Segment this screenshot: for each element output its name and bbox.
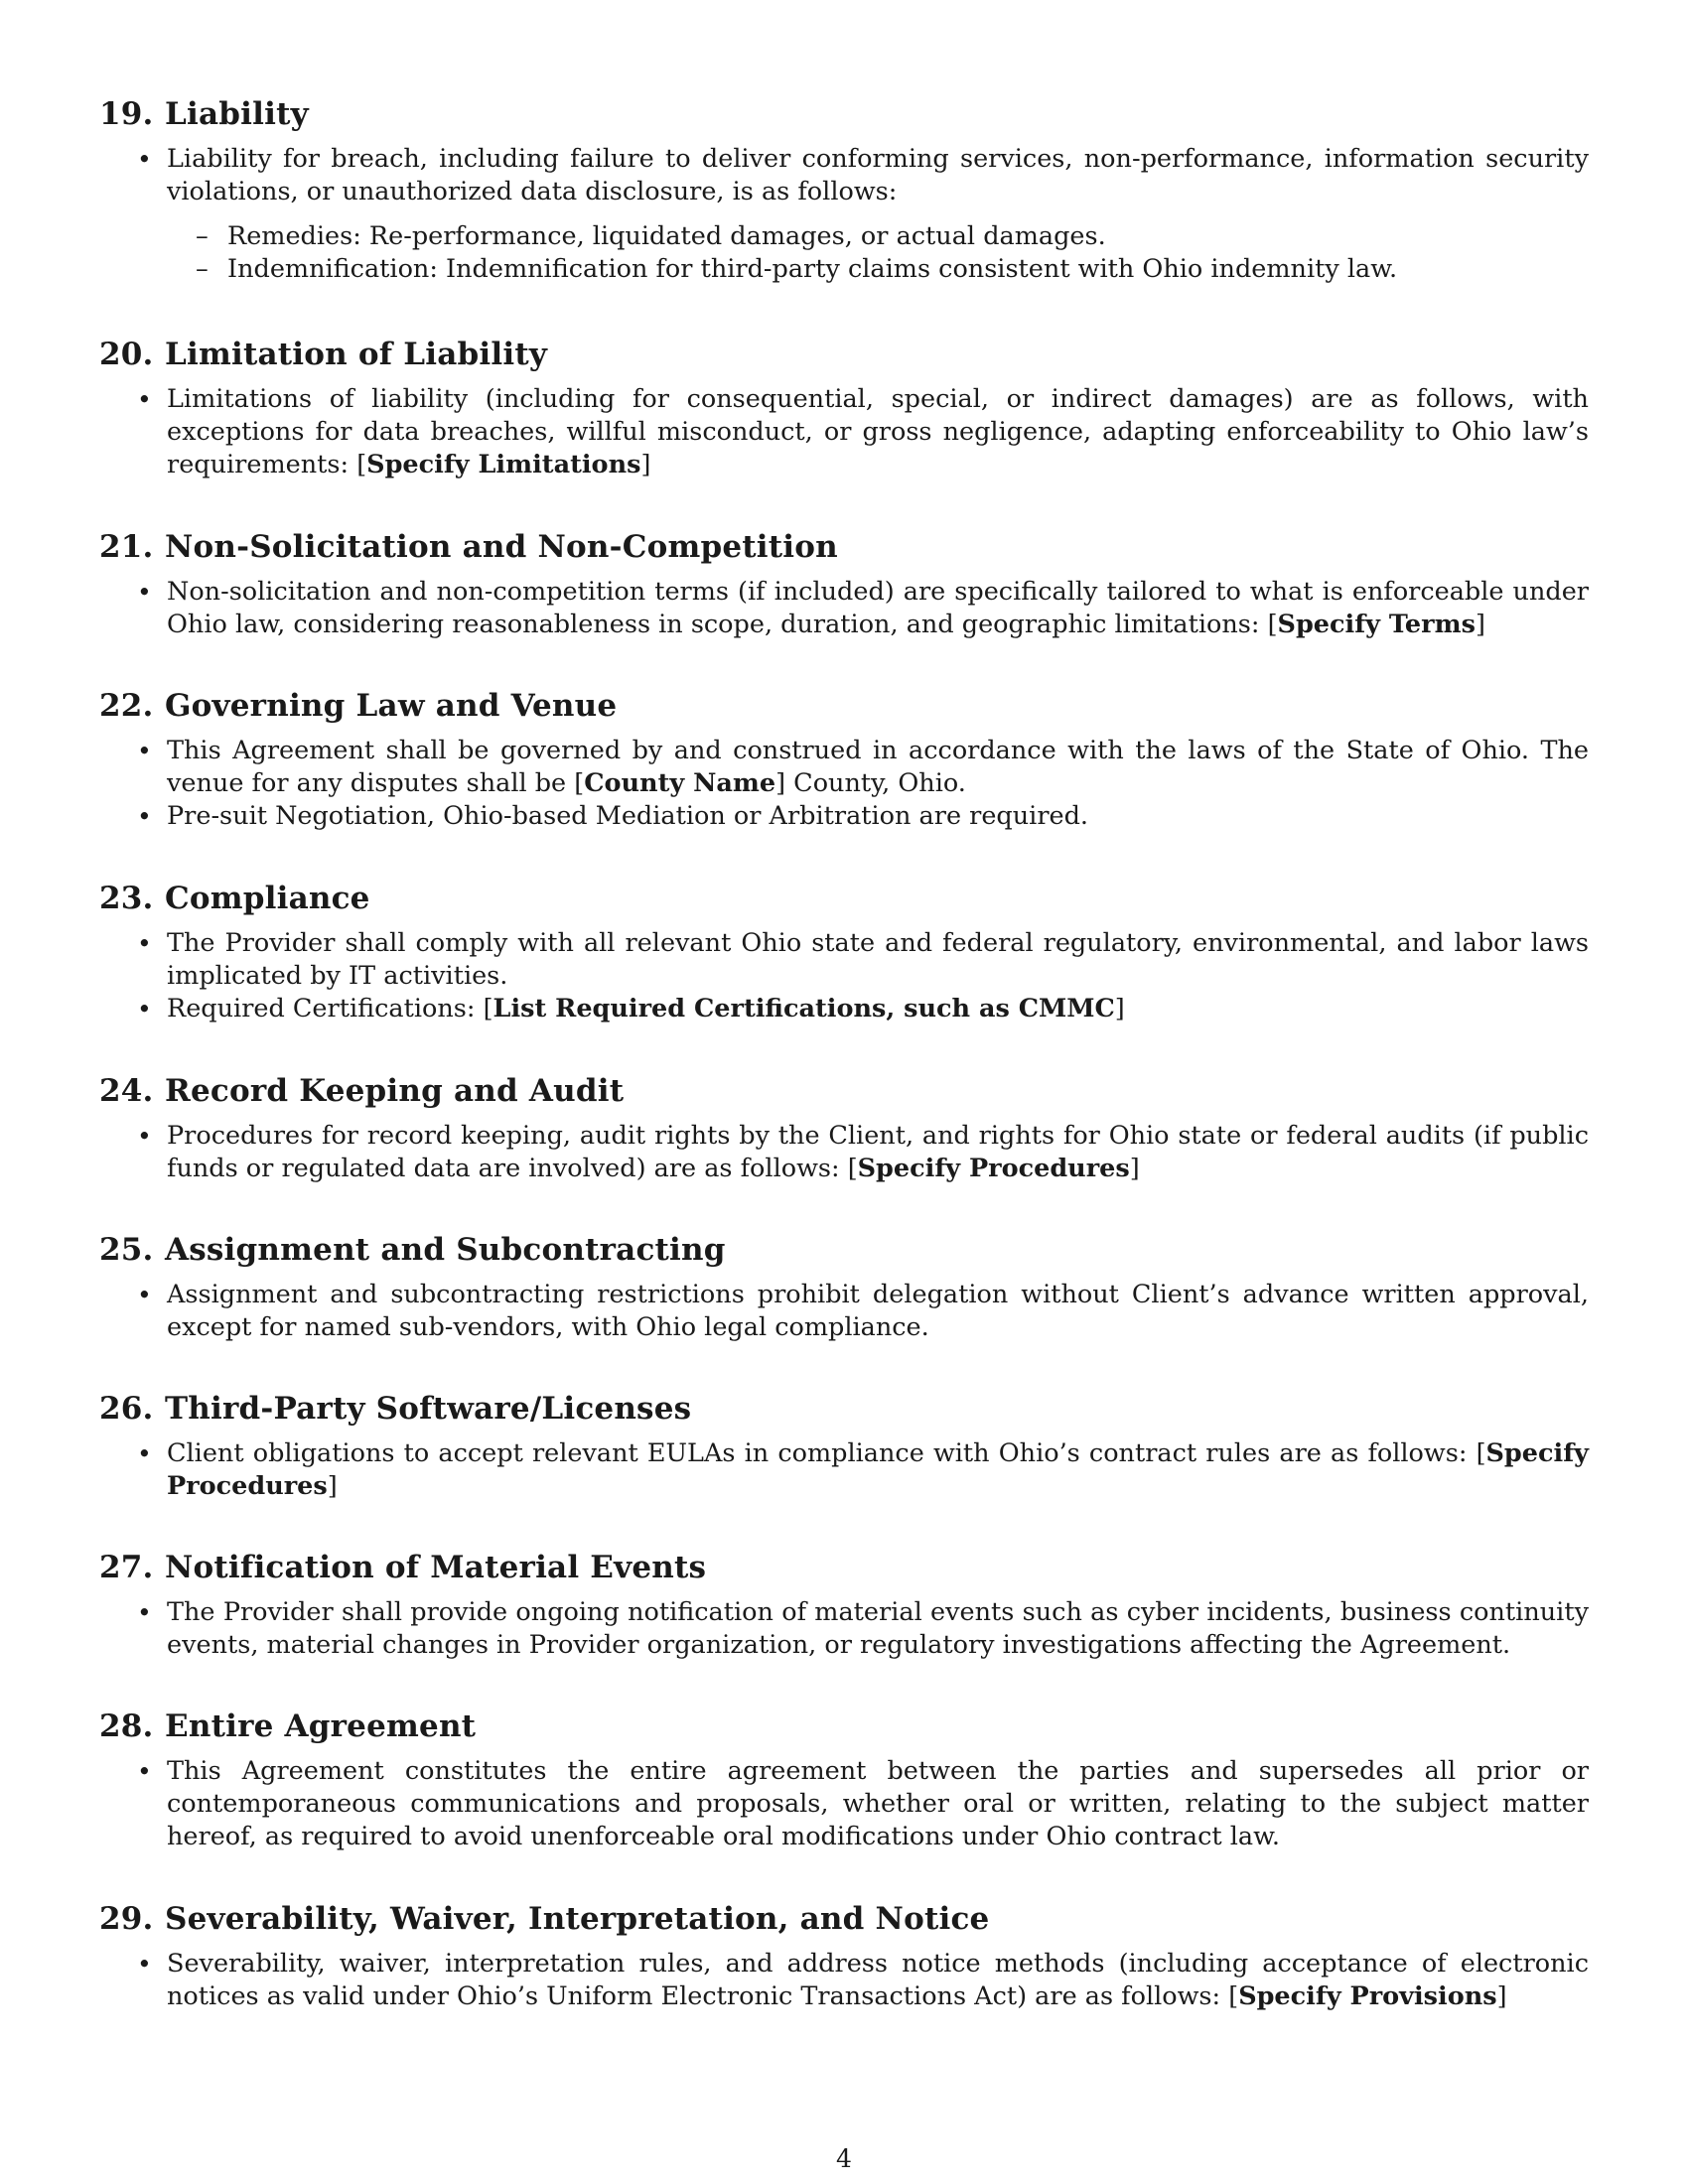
sub-list [167,220,1589,286]
list-item: • This Agreement shall be governed by and construed in accordance with the laws of the State of Ohio. The venue for any disputes shall be [County Name] County, Ohio. [167,735,1589,800]
item-text: Client obligations to accept relevant EULAs in compliance with Ohio’s contract rules are as follows: [167,1438,1477,1468]
bullet-list [99,1279,1589,1344]
section-20 [99,336,1589,481]
bullet-list [99,576,1589,641]
section-heading [99,1231,1589,1269]
section-number: 19. [99,96,154,132]
bullet-list [99,1596,1589,1662]
section-title: Non-Solicitation and Non-Competition [165,529,838,565]
section-title: Entire Agreement [165,1708,477,1744]
section-heading [99,1072,1589,1110]
placeholder-field: Specify Procedures [857,1154,1130,1183]
section-heading [99,528,1589,566]
section-number: 21. [99,529,154,565]
section-heading [99,1549,1589,1586]
section-number: 25. [99,1232,154,1268]
placeholder-field: Specify Procedures [167,1438,1589,1501]
list-item: • Procedures for record keeping, audit rights by the Client, and rights for Ohio state or federal audits (if public funds or regulated data are involved) are as follows: [Specify Procedures] [167,1120,1589,1185]
section-23 [99,880,1589,1025]
placeholder-field: Specify Provisions [1238,1981,1497,2011]
section-19 [99,95,1589,286]
section-title: Governing Law and Venue [165,688,618,724]
list-item: • Non-solicitation and non-competition terms (if included) are specifically tailored to what is enforceable under Ohio law, considering reasonableness in scope, duration, and geographic limitations: [Specify Terms] [167,576,1589,641]
section-24 [99,1072,1589,1185]
list-item [167,143,1589,286]
list-item: • The Provider shall comply with all relevant Ohio state and federal regulatory, environmental, and labor laws implicated by IT activities. [167,927,1589,993]
section-title: Notification of Material Events [165,1550,707,1585]
section-number: 29. [99,1901,154,1937]
section-heading [99,687,1589,725]
section-heading [99,95,1589,133]
bullet-list [99,143,1589,286]
bullet-list [99,735,1589,833]
bullet-list [99,1120,1589,1185]
section-title: Compliance [165,881,370,916]
bullet-list [99,927,1589,1025]
placeholder-field: Specify Limitations [366,450,641,479]
section-title: Severability, Waiver, Interpretation, and Notice [165,1901,990,1937]
section-heading [99,1390,1589,1428]
section-number: 24. [99,1073,154,1109]
placeholder-field: Specify Terms [1277,610,1476,639]
item-text: This Agreement shall be governed by and construed in accordance with the laws of the State of Ohio. The venue for any disputes shall be [167,736,1589,798]
section-22 [99,687,1589,833]
item-text: Liability for breach, including failure to deliver conforming services, non-performance, information security violations, or unauthorized data disclosure, is as follows: [167,144,1589,206]
bullet-list [99,1755,1589,1853]
section-number: 27. [99,1550,154,1585]
list-item: • Severability, waiver, interpretation rules, and address notice methods (including acceptance of electronic notices as valid under Ohio’s Uniform Electronic Transactions Act) are as follows: [Specify Provisions] [167,1948,1589,2013]
list-item: • Pre-suit Negotiation, Ohio-based Mediation or Arbitration are required. [167,800,1589,833]
section-heading [99,336,1589,373]
list-item: • Client obligations to accept relevant EULAs in compliance with Ohio’s contract rules are as follows: [Specify Procedures] [167,1437,1589,1503]
sub-item: – Indemnification: Indemnification for third-party claims consistent with Ohio indemnity law. [227,253,1589,286]
section-21 [99,528,1589,641]
section-heading [99,1900,1589,1938]
placeholder-field: County Name [584,768,776,798]
section-heading [99,880,1589,917]
list-item: • Assignment and subcontracting restrictions prohibit delegation without Client’s advance written approval, except for named sub-vendors, with Ohio legal compliance. [167,1279,1589,1344]
section-26 [99,1390,1589,1503]
item-text: Limitations of liability (including for consequential, special, or indirect damages) are as follows, with exceptions for data breaches, willful misconduct, or gross negligence, adapting enforceability to Ohio law’s requirements: [167,384,1589,479]
section-number: 22. [99,688,154,724]
placeholder-field: List Required Certifications, such as CMMC [492,994,1115,1024]
item-text: Procedures for record keeping, audit rights by the Client, and rights for Ohio state or federal audits (if public funds or regulated data are involved) are as follows: [167,1121,1589,1183]
section-28 [99,1707,1589,1853]
item-text: Non-solicitation and non-competition terms (if included) are specifically tailored to what is enforceable under Ohio law, considering reasonableness in scope, duration, and geographic limitations: [167,577,1589,639]
sub-item: – Remedies: Re-performance, liquidated damages, or actual damages. [227,220,1589,253]
section-title: Liability [165,96,309,132]
section-25 [99,1231,1589,1344]
list-item: • Limitations of liability (including for consequential, special, or indirect damages) are as follows, with exceptions for data breaches, willful misconduct, or gross negligence, adapting enforceability to Ohio law’s requirements: [Specify Limitations] [167,383,1589,481]
page-number: 4 [836,2144,852,2173]
section-number: 20. [99,337,154,372]
list-item: • Required Certifications: [List Required Certifications, such as CMMC] [167,993,1589,1025]
section-number: 23. [99,881,154,916]
bullet-list [99,1948,1589,2013]
section-number: 26. [99,1391,154,1427]
item-text-after: County, Ohio. [785,768,966,798]
item-text: Severability, waiver, interpretation rules, and address notice methods (including acceptance of electronic notices as valid under Ohio’s Uniform Electronic Transactions Act) are as follows: [167,1949,1589,2011]
section-29 [99,1900,1589,2013]
section-title: Assignment and Subcontracting [165,1232,726,1268]
section-title: Limitation of Liability [165,337,548,372]
list-item: • This Agreement constitutes the entire agreement between the parties and supersedes all prior or contemporaneous communications and proposals, whether oral or written, relating to the subject matter hereof, as required to avoid unenforceable oral modifications under Ohio contract law. [167,1755,1589,1853]
item-text: Required Certifications: [167,994,484,1024]
bullet-list [99,1437,1589,1503]
section-title: Record Keeping and Audit [165,1073,625,1109]
section-27 [99,1549,1589,1662]
section-heading [99,1707,1589,1745]
section-title: Third-Party Software/Licenses [165,1391,692,1427]
section-number: 28. [99,1708,154,1744]
bullet-list [99,383,1589,481]
list-item: • The Provider shall provide ongoing notification of material events such as cyber incidents, business continuity events, material changes in Provider organization, or regulatory investigations affecting the Agreement. [167,1596,1589,1662]
